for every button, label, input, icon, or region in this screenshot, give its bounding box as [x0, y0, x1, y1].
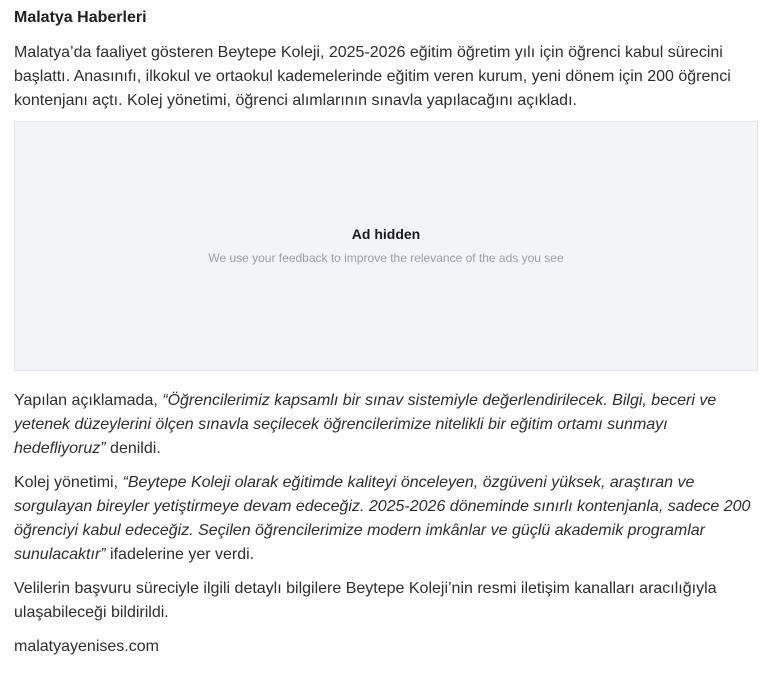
article-paragraph-3: [14, 471, 758, 567]
paragraph-3-quote: “Beytepe Koleji olarak eğitimde kaliteyi önceleyen, özgüveni yüksek, araştıran ve sorgulayan bireyler yetiştirmeye devam edeceğiz. 2025-2026 döneminde sınırlı kontenjanla, sadece 200 öğrenciyi kabul edeceğiz. Seçilen öğrencilerimize modern imkânlar ve güçlü akademik programlar sunulacaktır”: [14, 474, 751, 563]
paragraph-3-lead: Kolej yönetimi,: [14, 474, 123, 491]
article-source-title: Malatya Haberleri: [14, 9, 147, 26]
paragraph-2-quote: “Öğrencilerimiz kapsamlı bir sınav sistemiyle değerlendirilecek. Bilgi, beceri ve yetenek düzeylerini ölçen sınavla seçilecek öğrencilerimize nitelikli bir eğitim ortamı sunmayı hedefliyoruz”: [14, 392, 717, 457]
source-site-link[interactable]: malatyayenises.com: [14, 638, 159, 655]
paragraph-3-tail: ifadelerine yer verdi.: [105, 546, 255, 563]
paragraph-2-tail: denildi.: [105, 440, 161, 457]
hidden-ad-placeholder: [14, 121, 758, 371]
article-paragraph-1: Malatya’da faaliyet gösteren Beytepe Koleji, 2025-2026 eğitim öğretim yılı için öğrenci kabul sürecini başlattı. Anasınıfı, ilkokul ve ortaokul kademelerinde eğitim veren kurum, yeni dönem için 200 öğrenci kontenjanı açtı. Kolej yönetimi, öğrenci alımlarının sınavla yapılacağını açıkladı.: [14, 44, 731, 109]
paragraph-2-lead: Yapılan açıklamada,: [14, 392, 163, 409]
article-paragraph-2: [14, 389, 758, 461]
ad-hidden-subtitle: We use your feedback to improve the relevance of the ads you see: [208, 250, 564, 265]
ad-hidden-title: Ad hidden: [351, 225, 421, 242]
article-paragraph-4: Velilerin başvuru süreciyle ilgili detaylı bilgilere Beytepe Koleji’nin resmi iletişim kanalları aracılığıyla ulaşabileceği bildirildi.: [14, 580, 717, 621]
